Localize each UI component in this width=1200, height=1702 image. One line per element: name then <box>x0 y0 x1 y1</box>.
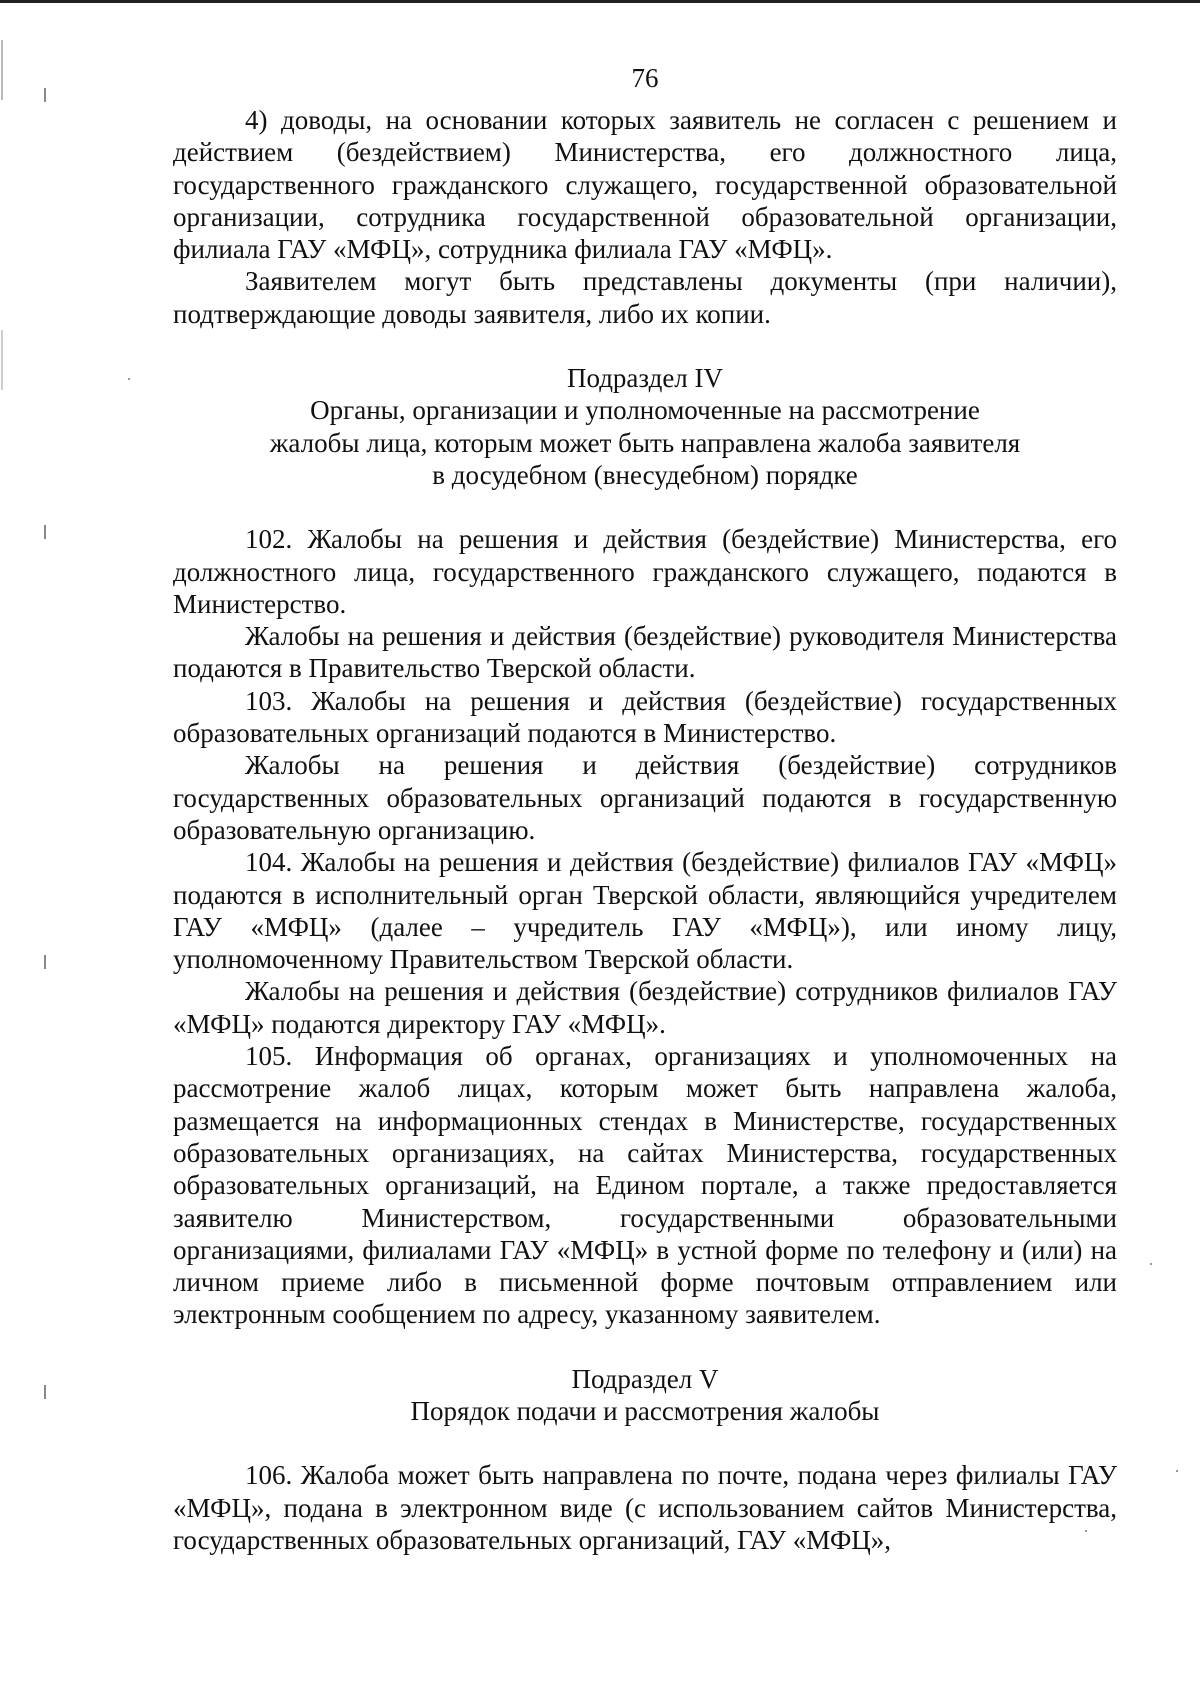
paragraph: 4) доводы, на основании которых заявитель не согласен с решением и действием (бездействием) Министерства, его должностного лица, государственного гражданского служащего, государственной образовательной организации, сотрудника государственной образовательной организации, филиала ГАУ «МФЦ», сотрудника филиала ГАУ «МФЦ». <box>173 105 1117 265</box>
paragraph: 104. Жалобы на решения и действия (бездействие) филиалов ГАУ «МФЦ» подаются в исполнительный орган Тверской области, являющийся учредителем ГАУ «МФЦ» (далее – учредитель ГАУ «МФЦ»), или иному лицу, уполномоченному Правительством Тверской области. <box>173 847 1117 975</box>
scan-margin-mark <box>44 1385 46 1399</box>
paragraph: Жалобы на решения и действия (бездействие) сотрудников государственных образовательных организаций подаются в государственную образовательную организацию. <box>173 750 1117 845</box>
paragraph: Заявителем могут быть представлены документы (при наличии), подтверждающие доводы заявителя, либо их копии. <box>173 266 1117 329</box>
scan-speck <box>128 378 130 380</box>
paragraph: 105. Информация об органах, организациях и уполномоченных на рассмотрение жалоб лицах, которым может быть направлена жалоба, размещается на информационных стендах в Министерстве, государственных образовательных организациях, на сайтах Министерства, государственных образовательных организаций, на Едином портале, а также предоставляется заявителю Министерством, государственными образовательными организациями, филиалами ГАУ «МФЦ» в устной форме по телефону и (или) на личном приеме либо в письменной форме почтовым отправлением или электронным сообщением по адресу, указанному заявителем. <box>173 1041 1117 1330</box>
page-number: 76 <box>631 63 659 93</box>
scan-top-edge <box>0 0 1200 3</box>
scan-speck <box>1150 1263 1152 1265</box>
scan-margin-mark <box>1 330 3 390</box>
subsection-title-line: жалобы лица, которым может быть направлена жалоба заявителя <box>269 427 1021 458</box>
paragraph: Жалобы на решения и действия (бездействие) руководителя Министерства подаются в Правительство Тверской области. <box>173 621 1117 684</box>
subsection-title-line: в досудебном (внесудебном) порядке <box>432 459 858 490</box>
subsection-label: Подраздел V <box>571 1363 719 1394</box>
document-body <box>173 104 1117 1556</box>
scan-margin-mark <box>44 525 46 539</box>
subsection-heading <box>173 1363 1117 1428</box>
scan-speck <box>1176 1470 1178 1472</box>
paragraph: 106. Жалоба может быть направлена по почте, подана через филиалы ГАУ «МФЦ», подана в электронном виде (с использованием сайтов Министерства, государственных образовательных организаций, ГАУ «МФЦ», <box>173 1460 1117 1555</box>
subsection-heading <box>173 362 1117 491</box>
paragraph: 103. Жалобы на решения и действия (бездействие) государственных образовательных организаций подаются в Министерство. <box>173 685 1117 749</box>
scan-margin-mark <box>44 955 46 969</box>
paragraph: 102. Жалобы на решения и действия (бездействие) Министерства, его должностного лица, государственного гражданского служащего, подаются в Министерство. <box>173 524 1117 619</box>
paragraph: Жалобы на решения и действия (бездействие) сотрудников филиалов ГАУ «МФЦ» подаются директору ГАУ «МФЦ». <box>173 976 1117 1039</box>
subsection-label: Подраздел IV <box>566 363 724 394</box>
subsection-title-line: Порядок подачи и рассмотрения жалобы <box>410 1395 880 1426</box>
subsection-title-line: Органы, организации и уполномоченные на рассмотрение <box>310 395 980 426</box>
